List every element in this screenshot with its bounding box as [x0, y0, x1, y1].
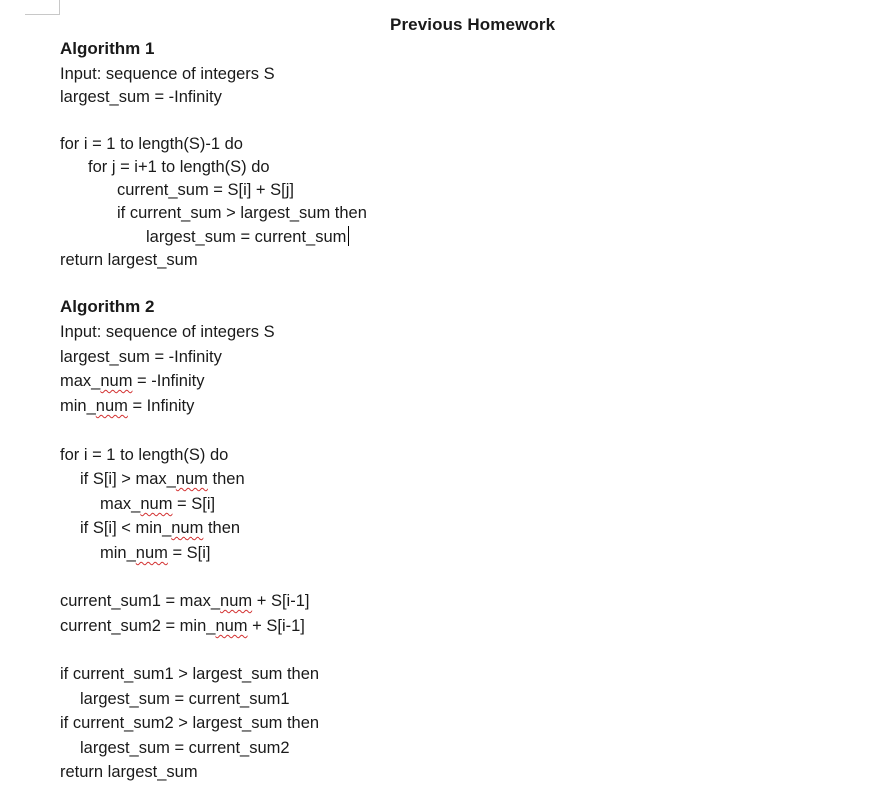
page-corner-marker: [25, 0, 60, 15]
text-segment: current_sum1 = max_: [60, 592, 221, 610]
algo2-current-sum1: [60, 591, 309, 611]
spellcheck-flagged-word[interactable]: num: [135, 544, 168, 562]
algo1-assign-largest-text: largest_sum = current_sum: [146, 228, 347, 246]
algo1-input-line: Input: sequence of integers S: [60, 65, 275, 83]
text-segment: if S[i] > max_: [80, 470, 176, 488]
text-segment: + S[i-1]: [252, 592, 310, 610]
spellcheck-flagged-word[interactable]: num: [175, 470, 208, 488]
spellcheck-flagged-word[interactable]: num: [95, 397, 128, 415]
text-segment: if S[i] < min_: [80, 519, 172, 537]
text-cursor: [348, 226, 349, 246]
page-title: Previous Homework: [390, 15, 556, 34]
text-segment: then: [207, 470, 245, 488]
text-segment: = -Infinity: [132, 372, 205, 390]
algo2-if-min: [80, 518, 240, 538]
algo2-if-cs1: if current_sum1 > largest_sum then: [60, 665, 320, 683]
algo1-inner-loop: for j = i+1 to length(S) do: [88, 158, 270, 176]
algo2-set-min: [100, 543, 211, 563]
algo2-return: return largest_sum: [60, 763, 198, 781]
spellcheck-flagged-word[interactable]: num: [140, 495, 173, 513]
algo2-max-init: [60, 371, 204, 391]
algo1-assign-largest[interactable]: [146, 226, 349, 247]
text-segment: = S[i]: [172, 495, 216, 513]
algo1-outer-loop: for i = 1 to length(S)-1 do: [60, 135, 243, 153]
algorithm-1-heading: Algorithm 1: [60, 39, 155, 58]
algo2-if-max: [80, 469, 245, 489]
text-segment: min_: [60, 397, 96, 415]
spellcheck-flagged-word[interactable]: num: [171, 519, 204, 537]
algo2-largest-init: largest_sum = -Infinity: [60, 348, 222, 366]
algo2-set-max: [100, 494, 215, 514]
text-segment: + S[i-1]: [247, 617, 305, 635]
text-segment: = Infinity: [127, 397, 195, 415]
text-segment: current_sum2 = min_: [60, 617, 216, 635]
algo1-return: return largest_sum: [60, 251, 198, 269]
text-segment: min_: [100, 544, 136, 562]
spellcheck-flagged-word[interactable]: num: [215, 617, 248, 635]
spellcheck-flagged-word[interactable]: num: [100, 372, 133, 390]
algo1-if-statement: if current_sum > largest_sum then: [117, 204, 367, 222]
algo2-min-init: [60, 396, 194, 416]
text-segment: max_: [100, 495, 141, 513]
algo2-if-cs2: if current_sum2 > largest_sum then: [60, 714, 320, 732]
algo2-input-line: Input: sequence of integers S: [60, 323, 275, 341]
algo2-set-cs2: largest_sum = current_sum2: [80, 739, 290, 757]
algo2-set-cs1: largest_sum = current_sum1: [80, 690, 290, 708]
spellcheck-flagged-word[interactable]: num: [220, 592, 253, 610]
algo1-largest-init: largest_sum = -Infinity: [60, 88, 222, 106]
algo2-current-sum2: [60, 616, 305, 636]
algo1-current-sum: current_sum = S[i] + S[j]: [117, 181, 294, 199]
algorithm-2-heading: Algorithm 2: [60, 297, 155, 316]
algo2-loop: for i = 1 to length(S) do: [60, 446, 229, 464]
text-segment: then: [203, 519, 241, 537]
text-segment: = S[i]: [167, 544, 211, 562]
text-segment: max_: [60, 372, 101, 390]
